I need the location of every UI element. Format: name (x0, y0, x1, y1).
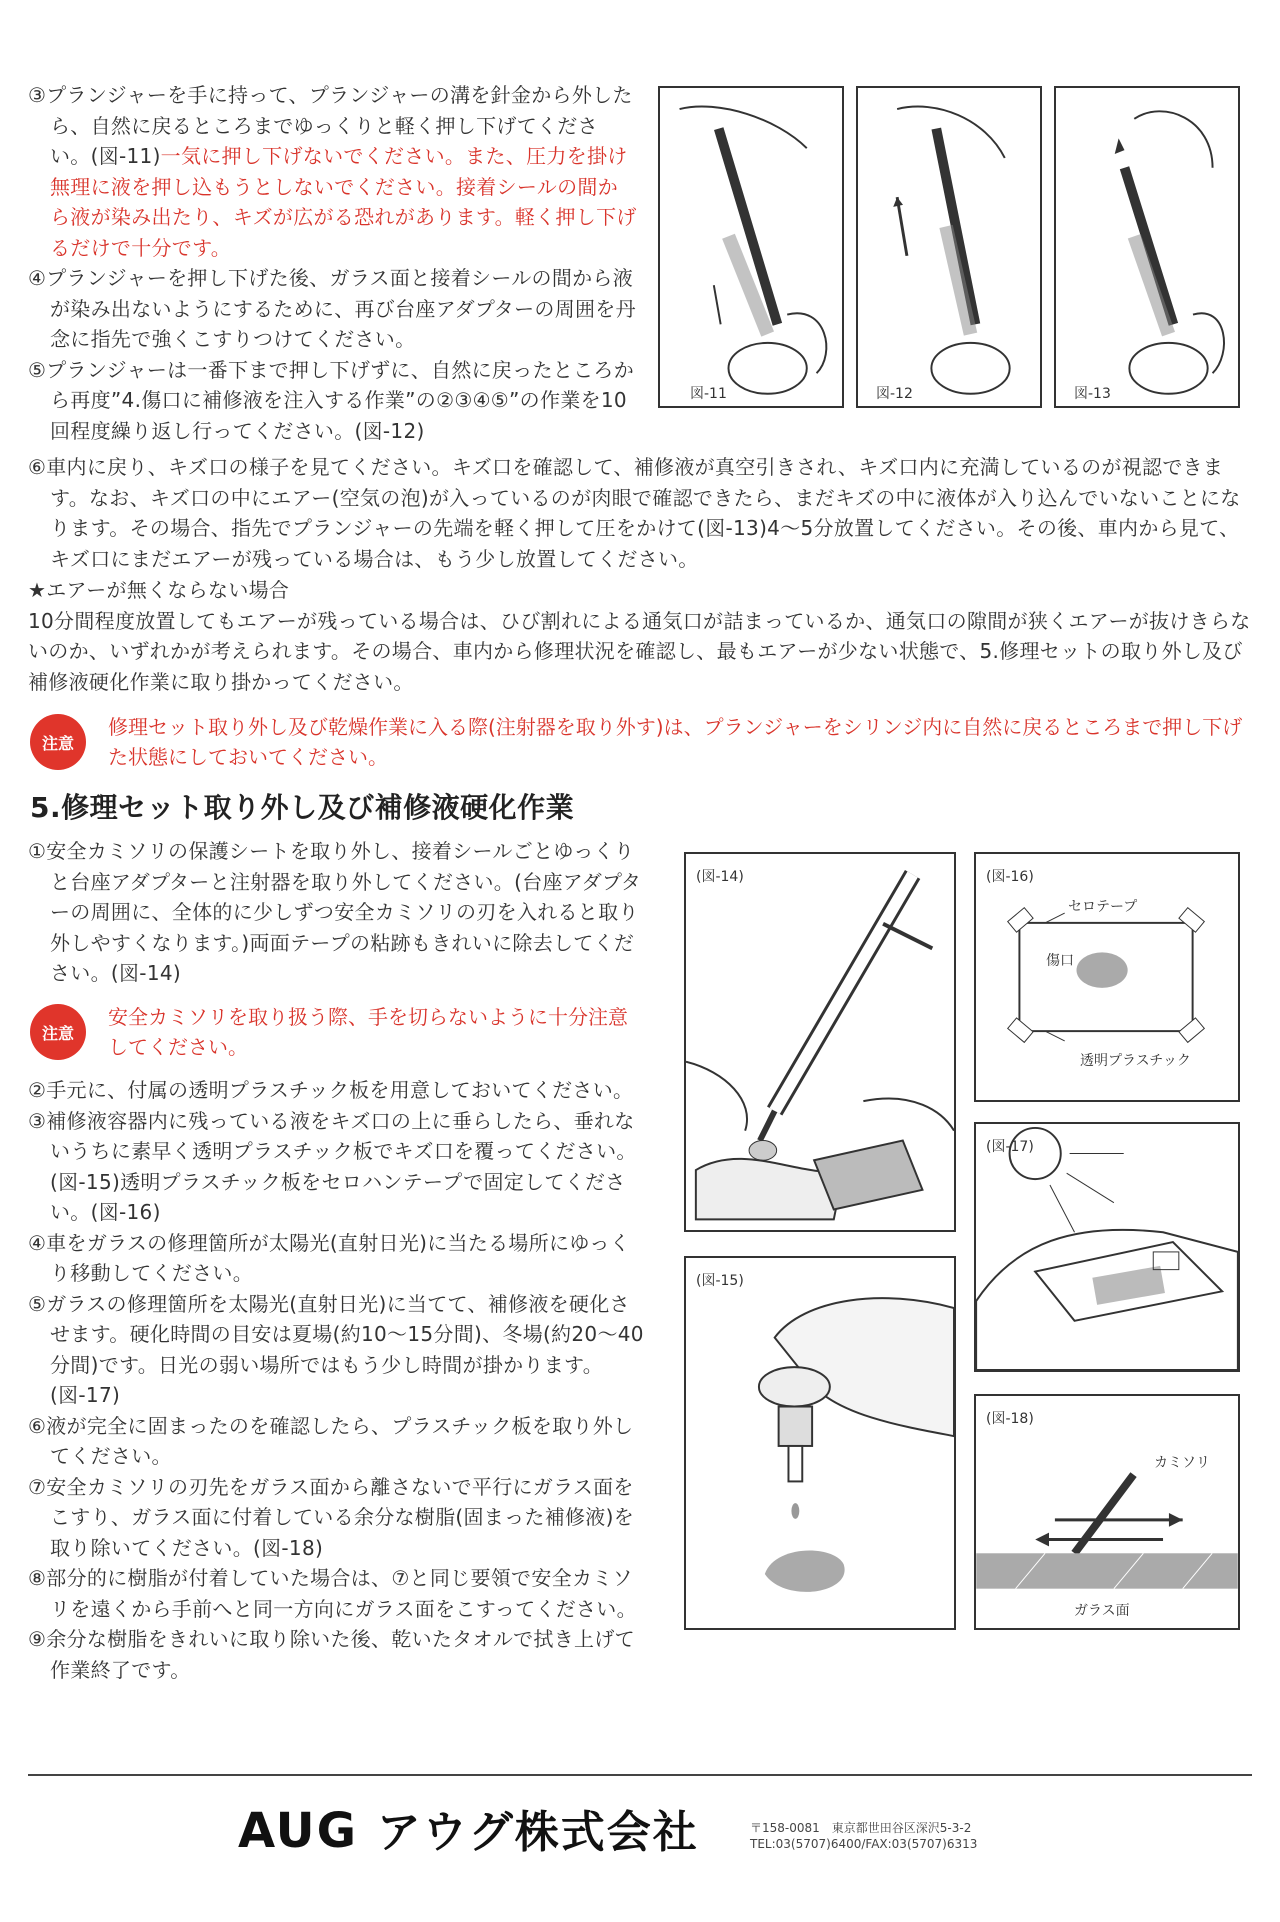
figure-11-label: 図-11 (690, 386, 727, 402)
step-3-warning: 一気に押し下げないでください。また、圧力を掛け無理に液を押し込もうとしないでください。接着シールの間から液が染み出たり、キズが広がる恐れがあります。軽く押し下げるだけで十分です。 (50, 144, 637, 260)
figure-18-label: (図-18) (986, 1411, 1034, 1427)
figure-16 (974, 852, 1240, 1102)
caution-badge: 注意 (30, 714, 86, 770)
figure-16-wound-label: 傷口 (1046, 953, 1074, 969)
step-5: ⑤プランジャーは一番下まで押し下げずに、自然に戻ったところから再度”4.傷口に補修液を注入する作業”の②③④⑤”の作業を10回程度繰り返し行ってください。(図-12) (28, 357, 635, 443)
logo-latin: AUG (238, 1803, 359, 1859)
footer-divider (28, 1774, 1252, 1776)
figure-18-glass-label: ガラス面 (1074, 1603, 1130, 1619)
figure-15-label: (図-15) (696, 1273, 744, 1289)
syringe-pressure-illustration (1056, 88, 1238, 406)
logo-jp: アウグ株式会社 (376, 1807, 699, 1858)
sec5-step-5: ⑤ガラスの修理箇所を太陽光(直射日光)に当てて、補修液を硬化させます。硬化時間の目安は夏場(約10～15分間)、冬場(約20～40分間)です。日光の弱い場所ではもう少し時間が掛かります。(図-17) (28, 1291, 644, 1407)
sec5-step-6: ⑥液が完全に固まったのを確認したら、プラスチック板を取り外してください。 (28, 1413, 634, 1468)
step-6: ⑥車内に戻り、キズ口の様子を見てください。キズ口を確認して、補修液が真空引きされ、キズ口内に充満しているのが視認できます。なお、キズ口の中にエアー(空気の泡)が入っているのが肉眼で確認できたら、まだキズの中に液体が入り込んでいないことになります。その場合、指先でプランジャーの先端を軽く押して圧をかけて(図-13)4～5分放置してください。その後、車内から見て、キズ口にまだエアーが残っている場合は、もう少し放置してください。 (28, 455, 1241, 571)
syringe-repeat-illustration (858, 88, 1040, 406)
phone-line: TEL:03(5707)6400/FAX:03(5707)6313 (750, 1837, 978, 1851)
figure-14-label: (図-14) (696, 869, 744, 885)
company-address (750, 1820, 977, 1852)
section-5-title: 5.修理セット取り外し及び補修液硬化作業 (30, 791, 575, 824)
sec5-step-3: ③補修液容器内に残っている液をキズ口の上に垂らしたら、垂れないうちに素早く透明プラスチック板でキズ口を覆ってください。(図-15)透明プラスチック板をセロハンテープで固定してください。(図-16) (28, 1108, 637, 1224)
figure-17 (974, 1122, 1240, 1372)
sec5-step-4: ④車をガラスの修理箇所が太陽光(直射日光)に当たる場所にゆっくり移動してください。 (28, 1230, 631, 1285)
caution-2: 安全カミソリを取り扱う際、手を切らないように十分注意してください。 (108, 1005, 628, 1059)
step-3: ③プランジャーを手に持って、プランジャーの溝を針金から外したら、自然に戻るところまでゆっくりと軽く押し下げてください。(図-11)一気に押し下げないでください。また、圧力を掛け無理に液を押し込もうとしないでください。接着シールの間から液が染み出たり、キズが広がる恐れがあります。軽く押し下げるだけで十分です。 (28, 83, 637, 260)
sec5-step-7: ⑦安全カミソリの刃先をガラス面から離さないで平行にガラス面をこすり、ガラス面に付着している余分な樹脂(固まった補修液)を取り除いてください。(図-18) (28, 1474, 635, 1560)
caution-badge-2: 注意 (30, 1004, 86, 1060)
company-logo (238, 1796, 699, 1860)
resin-drip-illustration (686, 1258, 954, 1628)
address-line: 〒158-0081 東京都世田谷区深沢5-3-2 (750, 1821, 972, 1835)
figure-18-razor-label: カミソリ (1154, 1455, 1210, 1471)
syringe-removal-illustration (686, 854, 954, 1230)
sec5-step-2: ②手元に、付属の透明プラスチック板を用意しておいてください。 (28, 1078, 634, 1102)
air-note (28, 575, 1252, 697)
figure-18 (974, 1394, 1240, 1630)
air-note-body: 10分間程度放置してもエアーが残っている場合は、ひび割れによる通気口が詰まっているか、通気口の隙間が狭くエアーが抜けきらないのか、いずれかが考えられます。その場合、車内から修理状況を確認し、最もエアーが少ない状態で、5.修理セットの取り外し及び補修液硬化作業に取り掛かってください。 (28, 608, 1251, 694)
top-steps (28, 80, 638, 446)
figure-16-tape-label: セロテープ (1068, 899, 1138, 915)
caution-1: 修理セット取り外し及び乾燥作業に入る際(注射器を取り外す)は、プランジャーをシリンジ内に自然に戻るところまで押し下げた状態にしておいてください。 (108, 715, 1243, 769)
figure-15 (684, 1256, 956, 1630)
figure-16-plastic-label: 透明プラスチック (1080, 1053, 1191, 1069)
figure-12 (856, 86, 1042, 408)
step-4: ④プランジャーを押し下げた後、ガラス面と接着シールの間から液が染み出ないようにするために、再び台座アダプターの周囲を丹念に指先で強くこすりつけてください。 (28, 266, 636, 351)
sec5-step-8: ⑧部分的に樹脂が付着していた場合は、⑦と同じ要領で安全カミソリを遠くから手前へと同一方向にガラス面をこすってください。 (28, 1566, 637, 1621)
figure-13 (1054, 86, 1240, 408)
sec5-step-1: ①安全カミソリの保護シートを取り外し、接着シールごとゆっくりと台座アダプターと注射器を取り外してください。(台座アダプターの周囲に、全体的に少しずつ安全カミソリの刃を入れると取り外しやすくなります。)両面テープの粘跡もきれいに除去してください。(図-14) (28, 839, 642, 985)
figure-12-label: 図-12 (876, 386, 913, 402)
figure-16-label: (図-16) (986, 869, 1034, 885)
car-in-sunlight-illustration (976, 1124, 1238, 1370)
air-note-heading: ★エアーが無くならない場合 (28, 578, 290, 602)
sec5-steps (28, 1075, 644, 1685)
figure-11 (658, 86, 844, 408)
figure-13-label: 図-13 (1074, 386, 1111, 402)
razor-scraping-illustration (976, 1396, 1238, 1628)
syringe-press-illustration (660, 88, 842, 406)
figure-14 (684, 852, 956, 1232)
sec5-step-9: ⑨余分な樹脂をきれいに取り除いた後、乾いたタオルで拭き上げて作業終了です。 (28, 1627, 635, 1682)
figure-17-label: (図-17) (986, 1139, 1034, 1155)
